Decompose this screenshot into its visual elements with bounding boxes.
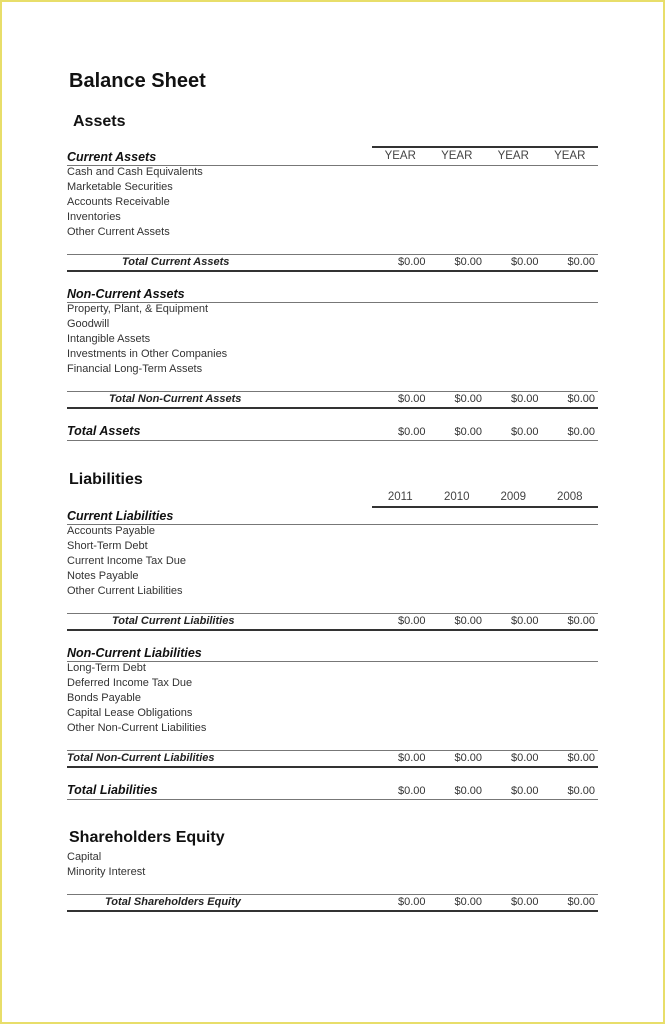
value-cell: $0.00: [510, 896, 539, 908]
current-assets-label: Current Assets: [67, 150, 157, 164]
line-item: Accounts Payable: [67, 525, 156, 537]
divider: [67, 440, 598, 441]
line-item: Short-Term Debt: [67, 540, 148, 552]
line-item: Deferred Income Tax Due: [67, 677, 193, 689]
total-noncurrent-liabilities-label: Total Non-Current Liabilities: [67, 752, 215, 764]
line-item: Property, Plant, & Equipment: [67, 303, 209, 315]
liabilities-year-headers: [372, 491, 598, 503]
noncurrent-liabilities-label: Non-Current Liabilities: [67, 646, 202, 660]
line-item: Inventories: [67, 211, 121, 223]
value-cell: $0.00: [510, 426, 539, 438]
year-header: 2010: [443, 491, 470, 503]
value-cell: $0.00: [454, 752, 482, 764]
assets-year-headers: [372, 150, 598, 162]
noncurrent-assets-label: Non-Current Assets: [67, 287, 185, 301]
year-header-rule: [372, 146, 598, 148]
value-cell: $0.00: [510, 393, 539, 405]
line-item: Notes Payable: [67, 570, 139, 582]
value-cell: $0.00: [567, 615, 595, 627]
value-cell: $0.00: [567, 785, 595, 797]
equity-heading: Shareholders Equity: [69, 829, 225, 846]
year-header: YEAR: [384, 150, 416, 162]
total-assets-label: Total Assets: [67, 424, 141, 438]
value-cell: $0.00: [567, 896, 595, 908]
value-cell: $0.00: [397, 256, 426, 268]
value-cell: $0.00: [397, 426, 426, 438]
divider: [67, 799, 598, 800]
line-item: Bonds Payable: [67, 692, 141, 704]
divider: [67, 766, 598, 768]
value-cell: $0.00: [510, 256, 539, 268]
divider: [67, 254, 598, 255]
total-noncurrent-assets-values: [372, 393, 598, 405]
total-noncurrent-liabilities-values: [372, 752, 598, 764]
value-cell: $0.00: [567, 393, 595, 405]
total-equity-values: [372, 896, 598, 908]
line-item: Other Current Liabilities: [67, 585, 183, 597]
liabilities-heading: Liabilities: [69, 471, 143, 488]
total-current-liabilities-label: Total Current Liabilities: [112, 615, 235, 627]
line-item: Accounts Receivable: [67, 196, 170, 208]
value-cell: $0.00: [567, 426, 595, 438]
value-cell: $0.00: [397, 752, 426, 764]
year-header: YEAR: [441, 150, 473, 162]
line-item: Current Income Tax Due: [67, 555, 187, 567]
value-cell: $0.00: [567, 256, 595, 268]
divider: [67, 613, 598, 614]
year-header: YEAR: [497, 150, 529, 162]
total-current-assets-values: [372, 256, 598, 268]
divider: [67, 750, 598, 751]
year-header: 2008: [556, 491, 583, 503]
value-cell: $0.00: [567, 752, 595, 764]
line-item: Long-Term Debt: [67, 662, 146, 674]
value-cell: $0.00: [454, 426, 482, 438]
line-item: Minority Interest: [67, 866, 146, 878]
line-item: Cash and Cash Equivalents: [67, 166, 203, 178]
year-header-rule: [372, 506, 598, 508]
value-cell: $0.00: [397, 896, 426, 908]
value-cell: $0.00: [454, 785, 482, 797]
line-item: Capital Lease Obligations: [67, 707, 193, 719]
year-header: YEAR: [554, 150, 586, 162]
line-item: Financial Long-Term Assets: [67, 363, 203, 375]
line-item: Marketable Securities: [67, 181, 173, 193]
total-current-assets-label: Total Current Assets: [122, 256, 230, 268]
line-item: Other Non-Current Liabilities: [67, 722, 207, 734]
line-item: Capital: [67, 851, 102, 863]
year-header: 2011: [387, 491, 413, 503]
divider: [67, 894, 598, 895]
divider: [67, 661, 598, 662]
value-cell: $0.00: [397, 615, 426, 627]
value-cell: $0.00: [510, 752, 539, 764]
divider: [67, 270, 598, 272]
total-liabilities-label: Total Liabilities: [67, 783, 158, 797]
total-noncurrent-assets-label: Total Non-Current Assets: [109, 393, 242, 405]
value-cell: $0.00: [454, 896, 482, 908]
divider: [67, 407, 598, 409]
divider: [67, 629, 598, 631]
value-cell: $0.00: [454, 615, 482, 627]
assets-heading: Assets: [73, 113, 126, 130]
page-title: Balance Sheet: [69, 70, 206, 92]
value-cell: $0.00: [397, 393, 426, 405]
line-item: Investments in Other Companies: [67, 348, 228, 360]
total-liabilities-values: [372, 785, 598, 797]
line-item: Goodwill: [67, 318, 110, 330]
total-assets-values: [372, 426, 598, 438]
line-item: Intangible Assets: [67, 333, 151, 345]
current-liabilities-label: Current Liabilities: [67, 509, 174, 523]
divider: [67, 910, 598, 912]
divider: [67, 391, 598, 392]
value-cell: $0.00: [454, 256, 482, 268]
year-header: 2009: [500, 491, 527, 503]
value-cell: $0.00: [454, 393, 482, 405]
value-cell: $0.00: [510, 615, 539, 627]
value-cell: $0.00: [397, 785, 426, 797]
line-item: Other Current Assets: [67, 226, 170, 238]
total-current-liabilities-values: [372, 615, 598, 627]
value-cell: $0.00: [510, 785, 539, 797]
total-equity-label: Total Shareholders Equity: [105, 896, 241, 908]
